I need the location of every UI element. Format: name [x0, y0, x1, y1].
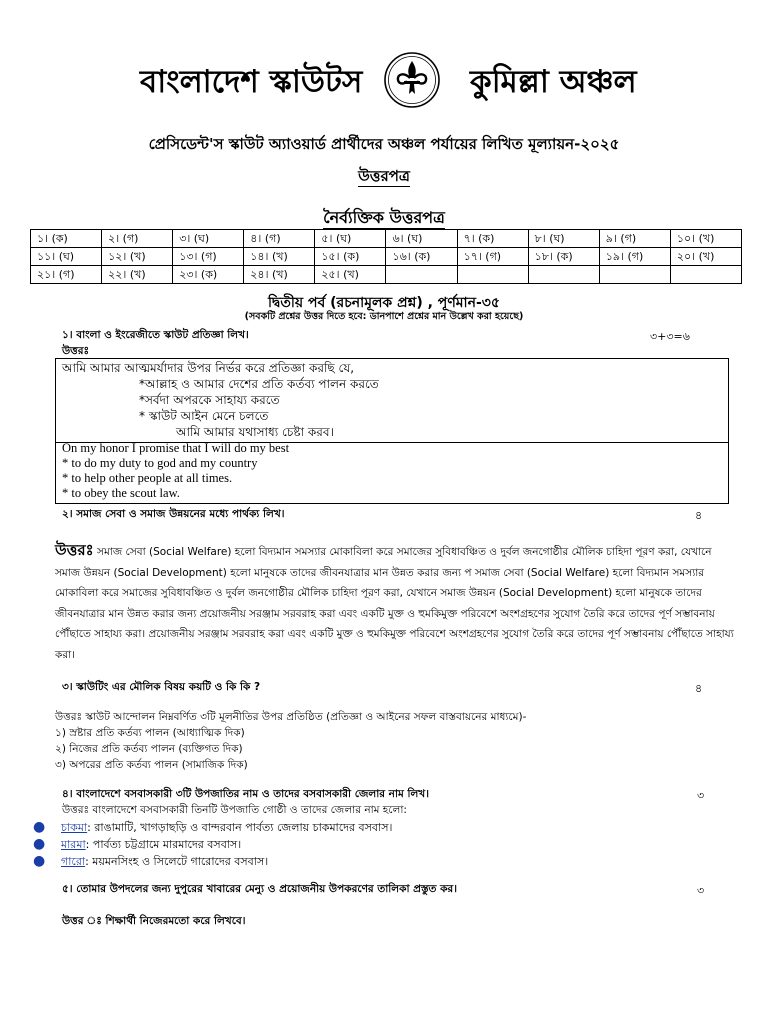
answer-cell: ২০। (খ): [670, 248, 741, 266]
answer-cell: ১৪। (খ): [244, 248, 315, 266]
question-1-marks: ৩+৩=৬: [650, 330, 690, 343]
question-1: ১। বাংলা ও ইংরেজীতে স্কাউট প্রতিজ্ঞা লিখ।: [62, 329, 249, 341]
answer-cell: ২১। (গ): [31, 266, 102, 284]
answer-cell: ১৭। (গ): [457, 248, 528, 266]
question-4-intro: উত্তরঃ বাংলাদেশে বসবাসকারী তিনটি উপজাতি গোষ্ঠী ও তাদের জেলার নাম হলো:: [62, 804, 407, 816]
answer-cell: ২৩। (ক): [173, 266, 244, 284]
promise-line: *সর্বদা অপরকে সাহায্য করতে: [139, 393, 280, 407]
promise-line: * স্কাউট আইন মেনে চলতে: [139, 409, 269, 423]
answer-cell: [528, 266, 599, 284]
scout-emblem-icon: [382, 50, 442, 110]
answer-row: [31, 266, 742, 284]
bullet-icon: ●: [33, 819, 46, 835]
question-3-marks: ৪: [695, 682, 703, 695]
answer-row: [31, 230, 742, 248]
bullet-icon: ●: [33, 836, 46, 852]
bullet-icon: ●: [33, 853, 46, 869]
promise-line: * to obey the scout law.: [62, 486, 180, 500]
answer-cell: ২৫। (খ): [315, 266, 386, 284]
answer-cell: ১। (ক): [31, 230, 102, 248]
answer-row: [31, 248, 742, 266]
answer-cell: [599, 266, 670, 284]
answer-cell: ১৮। (ক): [528, 248, 599, 266]
question-5: ৫। তোমার উপদলের জন্য দুপুরের খাবারের মেন্যু ও প্রয়োজনীয় উপকরণের তালিকা প্রস্তুত কর।: [62, 883, 457, 895]
answer-cell: ২। (গ): [102, 230, 173, 248]
answer-cell: [386, 266, 457, 284]
english-promise-box: [55, 441, 729, 504]
question-3-intro: উত্তরঃ স্কাউট আন্দোলন নিম্নবর্ণিত ৩টি মূলনীতির উপর প্রতিষ্ঠিত (প্রতিজ্ঞা ও আইনের সফল বাস্তবায়নের মাধ্যমে)-: [55, 711, 527, 723]
promise-line: * to help other people at all times.: [62, 471, 233, 485]
region-name: কুমিল্লা অঞ্চল: [470, 64, 637, 100]
answer-cell: ৭। (ক): [457, 230, 528, 248]
question-2-marks: ৪: [695, 509, 703, 522]
promise-line: আমি আমার আত্মমর্যাদার উপর নির্ভর করে প্রতিজ্ঞা করছি যে,: [62, 361, 355, 375]
part-two-instruction: (সবকটি প্রশ্নের উত্তর দিতে হবে: ডানপাশে প্রশ্নের মান উল্লেখ করা হয়েছে): [244, 311, 524, 322]
org-name: বাংলাদেশ স্কাউটস: [140, 64, 363, 100]
answer-cell: ৪। (গ): [244, 230, 315, 248]
tribe-district: : পার্বত্য চট্টগ্রামে মারমাদের বসবাস।: [85, 838, 242, 851]
question-5-answer: উত্তর ঃ শিক্ষার্থী নিজেরমতো করে লিখবে।: [62, 915, 246, 927]
answer-sheet-heading: উত্তরপত্র: [358, 167, 410, 185]
objective-answers-title: নৈর্ব্যক্তিক উত্তরপত্র: [323, 208, 445, 227]
question-4-marks: ৩: [697, 789, 705, 802]
part-two-title: দ্বিতীয় পর্ব (রচনামূলক প্রশ্ন) , পূর্ণমান-৩৫: [268, 295, 500, 311]
answer-cell: ৬। (ঘ): [386, 230, 457, 248]
answer-cell: ১২। (খ): [102, 248, 173, 266]
question-2: ২। সমাজ সেবা ও সমাজ উন্নয়নের মধ্যে পার্থক্য লিখ।: [62, 508, 285, 520]
question-2-answer: [55, 540, 735, 666]
answer-cell: ১৯। (গ): [599, 248, 670, 266]
tribe-name: চাকমা: [61, 821, 88, 834]
answer-cell: ১৩। (গ): [173, 248, 244, 266]
answer-cell: ১৬। (ক): [386, 248, 457, 266]
tribe-district: : ময়মনসিংহ ও সিলেটে গারোদের বসবাস।: [85, 855, 269, 868]
answer-cell: ৮। (ঘ): [528, 230, 599, 248]
answer-cell: ১০। (খ): [670, 230, 741, 248]
bangla-promise-box: [55, 358, 729, 443]
tribe-district: : রাঙামাটি, খাগড়াছড়ি ও বান্দরবান পার্বত্য জেলায় চাকমাদের বসবাস।: [87, 821, 393, 834]
promise-line: On my honor I promise that I will do my best: [62, 441, 290, 455]
answer-label: উত্তরঃ: [55, 541, 94, 559]
tribe-list-item: [33, 853, 268, 872]
answer-cell: ২২। (খ): [102, 266, 173, 284]
promise-line: আমি আমার যথাসাধ্য চেষ্টা করব।: [176, 425, 334, 439]
promise-line: *আল্লাহ ও আমার দেশের প্রতি কর্তব্য পালন করতে: [139, 377, 379, 391]
answer-cell: ৫। (ঘ): [315, 230, 386, 248]
answer-cell: ২৪। (খ): [244, 266, 315, 284]
tribe-name: মারমা: [61, 838, 86, 851]
answer-cell: ৩। (ঘ): [173, 230, 244, 248]
question-3: ৩। স্কাউটিং এর মৌলিক বিষয় কয়টি ও কি কি ?: [62, 681, 261, 693]
answer-cell: ১৫। (ক): [315, 248, 386, 266]
objective-answers-table: [30, 229, 742, 284]
question-1-answer-label: উত্তরঃ: [62, 345, 90, 357]
answer-cell: [670, 266, 741, 284]
principle-item: ২) নিজের প্রতি কর্তব্য পালন (ব্যক্তিগত দিক): [55, 743, 243, 755]
question-4: ৪। বাংলাদেশে বসবাসকারী ৩টি উপজাতির নাম ও তাদের বসবাসকারী জেলার নাম লিখ।: [62, 788, 429, 800]
exam-title: প্রেসিডেন্ট'স স্কাউট অ্যাওয়ার্ড প্রার্থীদের অঞ্চল পর্যায়ের লিখিত মূল্যায়ন-২০২৫: [148, 135, 620, 153]
principle-item: ৩) অপরের প্রতি কর্তব্য পালন (সামাজিক দিক): [55, 759, 248, 771]
answer-cell: ১১। (ঘ): [31, 248, 102, 266]
answer-text: সমাজ সেবা (Social Welfare) হলো বিদ্যমান সমস্যার মোকাবিলা করে সমাজের সুবিধাবঞ্চিত ও দুর্বল জনগোষ্ঠীর মৌলিক চাহিদা পূরণ করা, যেখানে সমাজ উন্নয়ন (Social Development) হলো মানুষকে তাদের জীবনযাত্রার মান উন্নত করার জন্য প সমাজ সেবা (Social Welfare) হলো বিদ্যমান সমস্যার মোকাবিলা করে সমাজের সুবিধাবঞ্চিত ও দুর্বল জনগোষ্ঠীর মৌলিক চাহিদা পূরণ করা, যেখানে সমাজ উন্নয়ন (Social Development) হলো মানুষকে তাদের জীবনযাত্রার মান উন্নত করার জন্য প্রয়োজনীয় সরঞ্জাম সরবরাহ করা এবং একটি মুক্ত ও হুমকিমুক্ত পরিবেশে অংশগ্রহণের সুযোগ তৈরি করে তাদের পূর্ণ সম্ভাবনায় পৌঁছাতে সাহায্য করা। প্রয়োজনীয় সরঞ্জাম সরবরাহ করা এবং একটি মুক্ত ও হুমকিমুক্ত পরিবেশে অংশগ্রহণের সুযোগ তৈরি করে তাদের পূর্ণ সম্ভাবনায় পৌঁছাতে সাহায্য করা।: [55, 546, 734, 661]
principle-item: ১) স্রষ্টার প্রতি কর্তব্য পালন (আধ্যাত্মিক দিক): [55, 727, 245, 739]
answer-cell: [457, 266, 528, 284]
promise-line: * to do my duty to god and my country: [62, 456, 258, 470]
tribe-name: গারো: [61, 855, 86, 868]
question-5-marks: ৩: [697, 884, 705, 897]
answer-cell: ৯। (গ): [599, 230, 670, 248]
